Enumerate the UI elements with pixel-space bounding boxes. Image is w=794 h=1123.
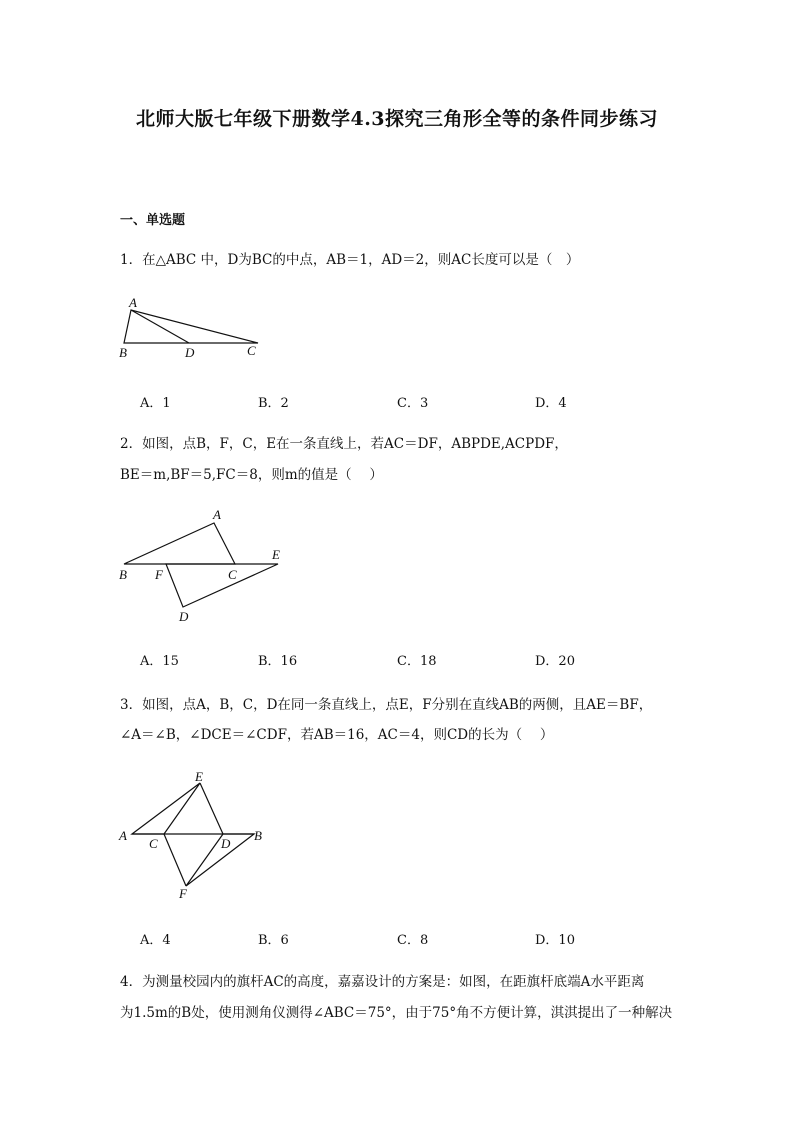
median-ad [131,310,189,343]
q2-option-d[interactable]: D．20 [535,654,575,669]
q2-option-a[interactable]: A．15 [140,654,179,669]
question-3-text: 3．如图，点A，B，C，D在同一条直线上，点E，F分别在直线AB的两侧，且AE＝BF， [120,697,653,713]
segment-cf [164,834,186,886]
label-f: F [179,886,187,901]
q1-option-c[interactable]: C．3 [397,396,429,411]
label-f: F [155,567,163,582]
label-d: D [185,345,195,360]
question-3-text-line2: ∠A＝∠B，∠DCE＝∠CDF，若AB＝16，AC＝4，则CD的长为（ ） [120,727,554,743]
segment-ed [200,783,223,834]
q1-option-a[interactable]: A．1 [140,396,171,411]
triangle-aec [132,783,200,834]
question-1-text: 1．在△ABC 中，D为BC的中点，AB＝1，AD＝2，则AC长度可以是（ ） [120,252,580,268]
question-4-text: 4．为测量校园内的旗杆AC的高度，嘉嘉设计的方案是：如图，在距旗杆底端A水平距离 [120,974,645,990]
label-b: B [254,828,262,843]
section-heading: 一、单选题 [120,213,186,228]
label-b: B [119,345,127,360]
triangle-abc [124,310,258,343]
label-e: E [272,547,280,562]
q3-option-b[interactable]: B．6 [258,933,289,948]
label-c: C [149,836,158,851]
triangle-abc [124,523,235,564]
question-2-figure [115,505,295,625]
q3-option-a[interactable]: A．4 [140,933,171,948]
q1-option-b[interactable]: B．2 [258,396,289,411]
label-b: B [119,567,127,582]
label-a: A [213,507,221,522]
label-a: A [119,828,127,843]
label-c: C [247,343,256,358]
q1-option-d[interactable]: D．4 [535,396,567,411]
page-title: 北师大版七年级下册数学4.3探究三角形全等的条件同步练习 [135,108,659,130]
triangle-dfe [166,564,278,607]
question-2-text-line2: BE＝m,BF＝5,FC＝8，则m的值是（ ） [120,467,383,483]
label-c: C [228,567,237,582]
q2-option-c[interactable]: C．18 [397,654,437,669]
question-2-text: 2．如图，点B，F，C，E在一条直线上，若AC＝DF，ABPDE,ACPDF， [120,436,568,452]
question-3-figure [115,768,275,903]
q2-option-b[interactable]: B．16 [258,654,298,669]
triangle-bfd [186,834,254,886]
question-1-figure [115,293,275,363]
q3-option-c[interactable]: C．8 [397,933,429,948]
q3-option-d[interactable]: D．10 [535,933,575,948]
question-4-text-line2: 为1.5m的B处，使用测角仪测得∠ABC＝75°，由于75°角不方便计算，淇淇提出了一种解决 [120,1005,673,1021]
label-d: D [221,836,231,851]
label-e: E [195,769,203,784]
label-a: A [129,295,137,310]
label-d: D [179,609,189,624]
